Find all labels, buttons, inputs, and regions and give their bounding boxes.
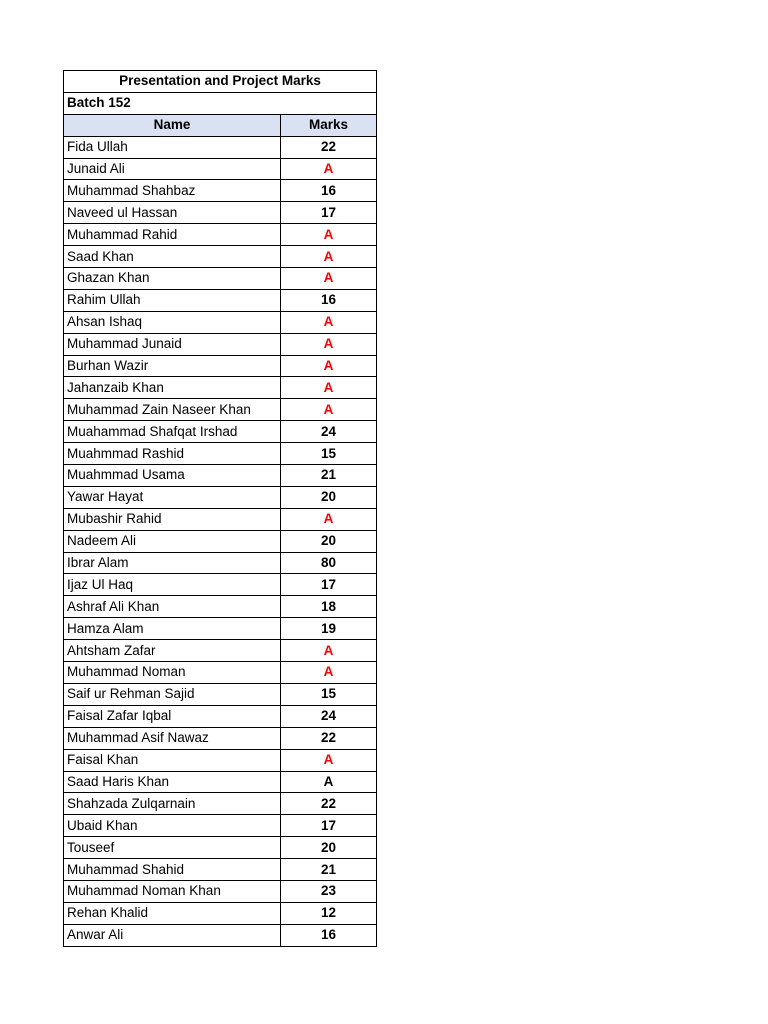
student-name-cell: Faisal Khan: [64, 749, 281, 771]
marks-cell: A: [281, 508, 377, 530]
marks-cell: 21: [281, 859, 377, 881]
table-row: [64, 224, 377, 246]
marks-cell: A: [281, 377, 377, 399]
table-row: [64, 355, 377, 377]
marks-cell: 80: [281, 552, 377, 574]
student-name-cell: Touseef: [64, 837, 281, 859]
student-name-cell: Rahim Ullah: [64, 289, 281, 311]
marks-cell: A: [281, 355, 377, 377]
marks-cell: A: [281, 749, 377, 771]
marks-cell: 20: [281, 530, 377, 552]
student-name-cell: Ibrar Alam: [64, 552, 281, 574]
student-name-cell: Muhammad Noman Khan: [64, 880, 281, 902]
student-name-cell: Saif ur Rehman Sajid: [64, 683, 281, 705]
table-row: [64, 552, 377, 574]
marks-cell: 22: [281, 793, 377, 815]
table-row: [64, 727, 377, 749]
student-name-cell: Muahmmad Usama: [64, 465, 281, 487]
table-row: [64, 662, 377, 684]
table-row: [64, 508, 377, 530]
student-name-cell: Saad Haris Khan: [64, 771, 281, 793]
table-row: [64, 486, 377, 508]
marks-cell: A: [281, 224, 377, 246]
marks-column-header: Marks: [281, 114, 377, 136]
table-row: [64, 596, 377, 618]
table-row: [64, 377, 377, 399]
student-name-cell: Ghazan Khan: [64, 268, 281, 290]
marks-cell: 22: [281, 727, 377, 749]
table-row: [64, 705, 377, 727]
marks-cell: A: [281, 311, 377, 333]
name-column-header: Name: [64, 114, 281, 136]
table-row: [64, 924, 377, 946]
student-name-cell: Muahmmad Rashid: [64, 443, 281, 465]
marks-cell: A: [281, 246, 377, 268]
marks-cell: 17: [281, 574, 377, 596]
title-row: [64, 71, 377, 93]
table-row: [64, 683, 377, 705]
batch-row: [64, 92, 377, 114]
student-name-cell: Muhammad Shahid: [64, 859, 281, 881]
student-name-cell: Burhan Wazir: [64, 355, 281, 377]
table-row: [64, 443, 377, 465]
table-row: [64, 902, 377, 924]
marks-cell: 20: [281, 486, 377, 508]
student-name-cell: Rehan Khalid: [64, 902, 281, 924]
table-row: [64, 771, 377, 793]
marks-cell: A: [281, 662, 377, 684]
marks-cell: 12: [281, 902, 377, 924]
table-row: [64, 640, 377, 662]
student-name-cell: Shahzada Zulqarnain: [64, 793, 281, 815]
student-name-cell: Muhammad Zain Naseer Khan: [64, 399, 281, 421]
student-name-cell: Muhammad Asif Nawaz: [64, 727, 281, 749]
table-row: [64, 618, 377, 640]
table-row: [64, 465, 377, 487]
student-name-cell: Anwar Ali: [64, 924, 281, 946]
table-row: [64, 311, 377, 333]
marks-cell: A: [281, 268, 377, 290]
student-name-cell: Fida Ullah: [64, 136, 281, 158]
student-name-cell: Ubaid Khan: [64, 815, 281, 837]
student-name-cell: Hamza Alam: [64, 618, 281, 640]
table-row: [64, 837, 377, 859]
table-row: [64, 136, 377, 158]
table-title: Presentation and Project Marks: [64, 71, 377, 93]
student-name-cell: Muhammad Rahid: [64, 224, 281, 246]
student-name-cell: Faisal Zafar Iqbal: [64, 705, 281, 727]
table-row: [64, 859, 377, 881]
marks-cell: 17: [281, 202, 377, 224]
marks-cell: 16: [281, 924, 377, 946]
table-row: [64, 574, 377, 596]
table-row: [64, 289, 377, 311]
marks-cell: 24: [281, 421, 377, 443]
marks-cell: 22: [281, 136, 377, 158]
student-name-cell: Ijaz Ul Haq: [64, 574, 281, 596]
student-name-cell: Muhammad Shahbaz: [64, 180, 281, 202]
student-name-cell: Naveed ul Hassan: [64, 202, 281, 224]
header-row: [64, 114, 377, 136]
marks-cell: 19: [281, 618, 377, 640]
table-row: [64, 180, 377, 202]
table-row: [64, 880, 377, 902]
marks-cell: A: [281, 333, 377, 355]
student-name-cell: Ashraf Ali Khan: [64, 596, 281, 618]
table-row: [64, 815, 377, 837]
student-name-cell: Mubashir Rahid: [64, 508, 281, 530]
table-row: [64, 268, 377, 290]
table-row: [64, 749, 377, 771]
marks-cell: 15: [281, 443, 377, 465]
marks-cell: 15: [281, 683, 377, 705]
marks-cell: 18: [281, 596, 377, 618]
student-name-cell: Ahsan Ishaq: [64, 311, 281, 333]
marks-cell: A: [281, 771, 377, 793]
student-name-cell: Muhammad Junaid: [64, 333, 281, 355]
marks-cell: 16: [281, 180, 377, 202]
student-name-cell: Muahammad Shafqat Irshad: [64, 421, 281, 443]
student-name-cell: Nadeem Ali: [64, 530, 281, 552]
table-row: [64, 202, 377, 224]
student-name-cell: Yawar Hayat: [64, 486, 281, 508]
marks-cell: A: [281, 158, 377, 180]
batch-label: Batch 152: [64, 92, 377, 114]
marks-cell: A: [281, 399, 377, 421]
marks-cell: 21: [281, 465, 377, 487]
table-row: [64, 246, 377, 268]
table-row: [64, 333, 377, 355]
marks-cell: 17: [281, 815, 377, 837]
table-row: [64, 530, 377, 552]
student-name-cell: Junaid Ali: [64, 158, 281, 180]
marks-table-body: [64, 71, 377, 947]
table-row: [64, 399, 377, 421]
student-name-cell: Jahanzaib Khan: [64, 377, 281, 399]
marks-cell: 16: [281, 289, 377, 311]
marks-cell: 24: [281, 705, 377, 727]
table-row: [64, 421, 377, 443]
marks-cell: 23: [281, 880, 377, 902]
marks-cell: 20: [281, 837, 377, 859]
student-name-cell: Ahtsham Zafar: [64, 640, 281, 662]
table-row: [64, 793, 377, 815]
student-name-cell: Saad Khan: [64, 246, 281, 268]
marks-cell: A: [281, 640, 377, 662]
marks-table: [63, 70, 377, 947]
table-row: [64, 158, 377, 180]
student-name-cell: Muhammad Noman: [64, 662, 281, 684]
